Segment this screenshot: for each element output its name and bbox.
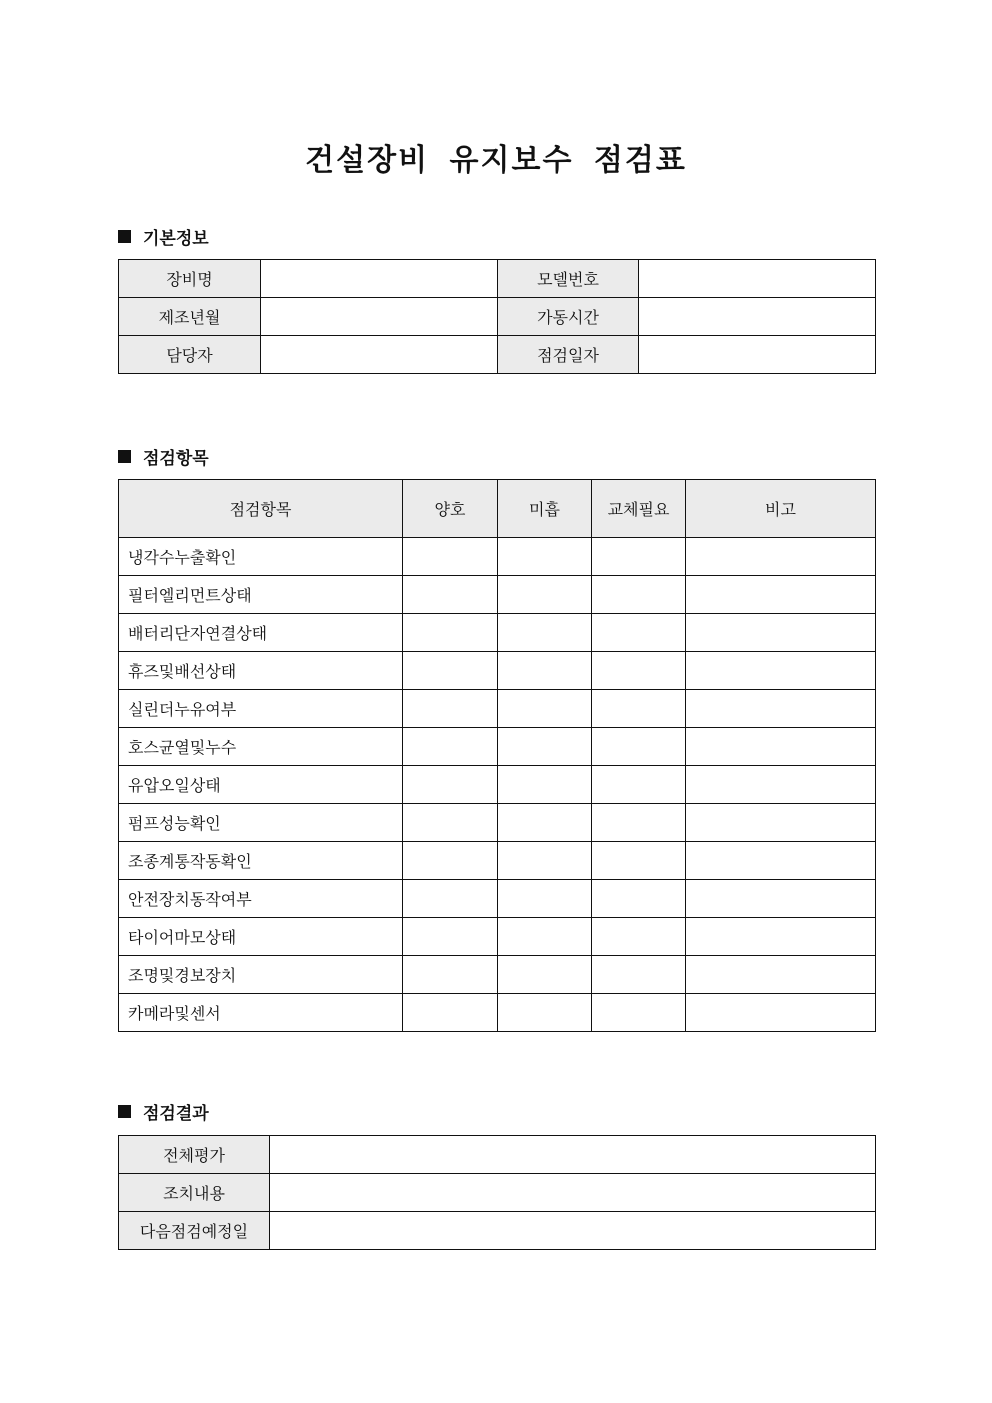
overall-evaluation-field[interactable] [270,1136,876,1174]
good-cell[interactable] [403,880,498,918]
table-row [119,918,876,956]
poor-cell[interactable] [498,690,592,728]
remarks-cell[interactable] [686,576,876,614]
replace-cell[interactable] [592,918,686,956]
table-row [119,766,876,804]
basic-info-row [119,298,876,336]
column-header-remarks: 비고 [686,480,876,538]
table-row [119,842,876,880]
poor-cell[interactable] [498,576,592,614]
good-cell[interactable] [403,804,498,842]
table-row [119,690,876,728]
poor-cell[interactable] [498,652,592,690]
good-cell[interactable] [403,652,498,690]
basic-info-heading [118,224,209,249]
model-number-field[interactable] [639,260,876,298]
manufacture-date-field[interactable] [261,298,498,336]
result-row [119,1136,876,1174]
page-title: 건설장비 유지보수 점검표 [305,143,687,178]
remarks-cell[interactable] [686,690,876,728]
item-label: 유압오일상태 [119,766,403,804]
replace-cell[interactable] [592,652,686,690]
good-cell[interactable] [403,728,498,766]
item-label: 휴즈및배선상태 [119,652,403,690]
manager-field[interactable] [261,336,498,374]
item-label: 조종계통작동확인 [119,842,403,880]
item-label: 카메라및센서 [119,994,403,1032]
inspection-heading [118,444,209,469]
replace-cell[interactable] [592,956,686,994]
table-row [119,880,876,918]
manager-label: 담당자 [119,336,261,374]
replace-cell[interactable] [592,804,686,842]
item-label: 배터리단자연결상태 [119,614,403,652]
result-heading [118,1099,209,1124]
good-cell[interactable] [403,842,498,880]
replace-cell[interactable] [592,842,686,880]
inspection-heading-label: 점검항목 [143,449,209,469]
good-cell[interactable] [403,576,498,614]
table-row [119,614,876,652]
column-header-item: 점검항목 [119,480,403,538]
square-bullet-icon [118,450,131,463]
overall-evaluation-label: 전체평가 [119,1136,270,1174]
result-row [119,1174,876,1212]
inspection-table [118,479,876,1032]
poor-cell[interactable] [498,994,592,1032]
square-bullet-icon [118,1105,131,1118]
table-row [119,576,876,614]
replace-cell[interactable] [592,766,686,804]
basic-info-row [119,336,876,374]
remarks-cell[interactable] [686,538,876,576]
basic-info-heading-label: 기본정보 [143,229,209,249]
basic-info-table [118,259,876,374]
action-taken-label: 조치내용 [119,1174,270,1212]
remarks-cell[interactable] [686,804,876,842]
good-cell[interactable] [403,766,498,804]
item-label: 조명및경보장치 [119,956,403,994]
item-label: 안전장치동작여부 [119,880,403,918]
good-cell[interactable] [403,994,498,1032]
item-label: 호스균열및누수 [119,728,403,766]
column-header-poor: 미흡 [498,480,592,538]
remarks-cell[interactable] [686,842,876,880]
replace-cell[interactable] [592,994,686,1032]
operating-hours-label: 가동시간 [498,298,639,336]
column-header-replace: 교체필요 [592,480,686,538]
inspection-date-label: 점검일자 [498,336,639,374]
basic-info-row [119,260,876,298]
item-label: 실린더누유여부 [119,690,403,728]
equipment-name-label: 장비명 [119,260,261,298]
result-heading-label: 점검결과 [143,1104,209,1124]
table-row [119,994,876,1032]
poor-cell[interactable] [498,728,592,766]
good-cell[interactable] [403,918,498,956]
poor-cell[interactable] [498,614,592,652]
poor-cell[interactable] [498,804,592,842]
replace-cell[interactable] [592,576,686,614]
remarks-cell[interactable] [686,956,876,994]
model-number-label: 모델번호 [498,260,639,298]
table-row [119,728,876,766]
poor-cell[interactable] [498,538,592,576]
next-inspection-date-label: 다음점검예정일 [119,1212,270,1250]
operating-hours-field[interactable] [639,298,876,336]
item-label: 펌프성능확인 [119,804,403,842]
poor-cell[interactable] [498,880,592,918]
item-label: 필터엘리먼트상태 [119,576,403,614]
poor-cell[interactable] [498,766,592,804]
inspection-date-field[interactable] [639,336,876,374]
item-label: 냉각수누출확인 [119,538,403,576]
item-label: 타이어마모상태 [119,918,403,956]
replace-cell[interactable] [592,538,686,576]
manufacture-date-label: 제조년월 [119,298,261,336]
remarks-cell[interactable] [686,880,876,918]
replace-cell[interactable] [592,690,686,728]
remarks-cell[interactable] [686,994,876,1032]
good-cell[interactable] [403,614,498,652]
replace-cell[interactable] [592,880,686,918]
table-row [119,652,876,690]
equipment-name-field[interactable] [261,260,498,298]
good-cell[interactable] [403,538,498,576]
replace-cell[interactable] [592,728,686,766]
table-row [119,956,876,994]
remarks-cell[interactable] [686,614,876,652]
square-bullet-icon [118,230,131,243]
action-taken-field[interactable] [270,1174,876,1212]
table-row [119,538,876,576]
poor-cell[interactable] [498,956,592,994]
good-cell[interactable] [403,956,498,994]
good-cell[interactable] [403,690,498,728]
remarks-cell[interactable] [686,918,876,956]
remarks-cell[interactable] [686,766,876,804]
replace-cell[interactable] [592,614,686,652]
column-header-good: 양호 [403,480,498,538]
poor-cell[interactable] [498,918,592,956]
remarks-cell[interactable] [686,652,876,690]
next-inspection-date-field[interactable] [270,1212,876,1250]
inspection-header-row [119,480,876,538]
remarks-cell[interactable] [686,728,876,766]
result-row [119,1212,876,1250]
result-table [118,1135,876,1250]
table-row [119,804,876,842]
poor-cell[interactable] [498,842,592,880]
